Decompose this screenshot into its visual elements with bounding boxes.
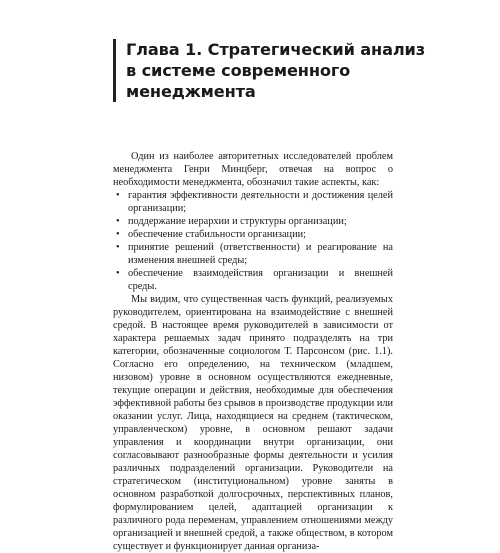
intro-paragraph: Один из наиболее авторитетных исследователей проблем менеджмента Генри Минцберг, отвечая на вопрос о необходимости менеджмента, обозначил такие аспекты, как: <box>113 151 393 188</box>
chapter-title <box>126 39 426 102</box>
main-paragraph: Мы видим, что существенная часть функций, реализуемых руководителем, ориентирована на взаимодействие с внешней средой. В настоящее время руководителей в зависимости от характера решаемых задач принято подразделять на три категории, обозначенные социологом Т. Парсонсом (рис. 1.1). Согласно его определению, на техническом (младшем, низовом) уровне в основном осуществляются ежедневные, текущие операции и действия, необходимые для обеспечения эффективной работы без срывов в производстве продукции или оказании услуг. Лица, находящиеся на среднем (тактическом, управленческом) уровне, в основном решают задачи управления и координации внутри организации, они согласовывают разнообразные формы деятельности и усилия различных подразделений организации. Руководители на стратегическом (институциональном) уровне заняты в основном разработкой долгосрочных, перспективных планов, формулированием целей, адаптацией организации к различного рода переменам, управлением отношениями между организацией и внешней средой, а также обществом, в котором существует и функционирует данная организа- <box>113 294 393 552</box>
list-item: • обеспечение стабильности организации; <box>113 228 393 241</box>
body-text <box>113 150 393 553</box>
list-item: • принятие решений (ответственности) и реагирование на изменения внешней среды; <box>113 241 393 267</box>
chapter-title-line: менеджмента <box>126 82 256 101</box>
aspects-list <box>113 189 393 293</box>
chapter-heading-block <box>113 39 426 102</box>
list-item: • поддержание иерархии и структуры организации; <box>113 215 393 228</box>
list-item: • обеспечение взаимодействия организации и внешней среды. <box>113 267 393 293</box>
chapter-title-line: Глава 1. Стратегический анализ <box>126 40 426 59</box>
chapter-title-line: в системе современного <box>126 61 351 80</box>
list-item: • гарантия эффективности деятельности и достижения целей организации; <box>113 189 393 215</box>
